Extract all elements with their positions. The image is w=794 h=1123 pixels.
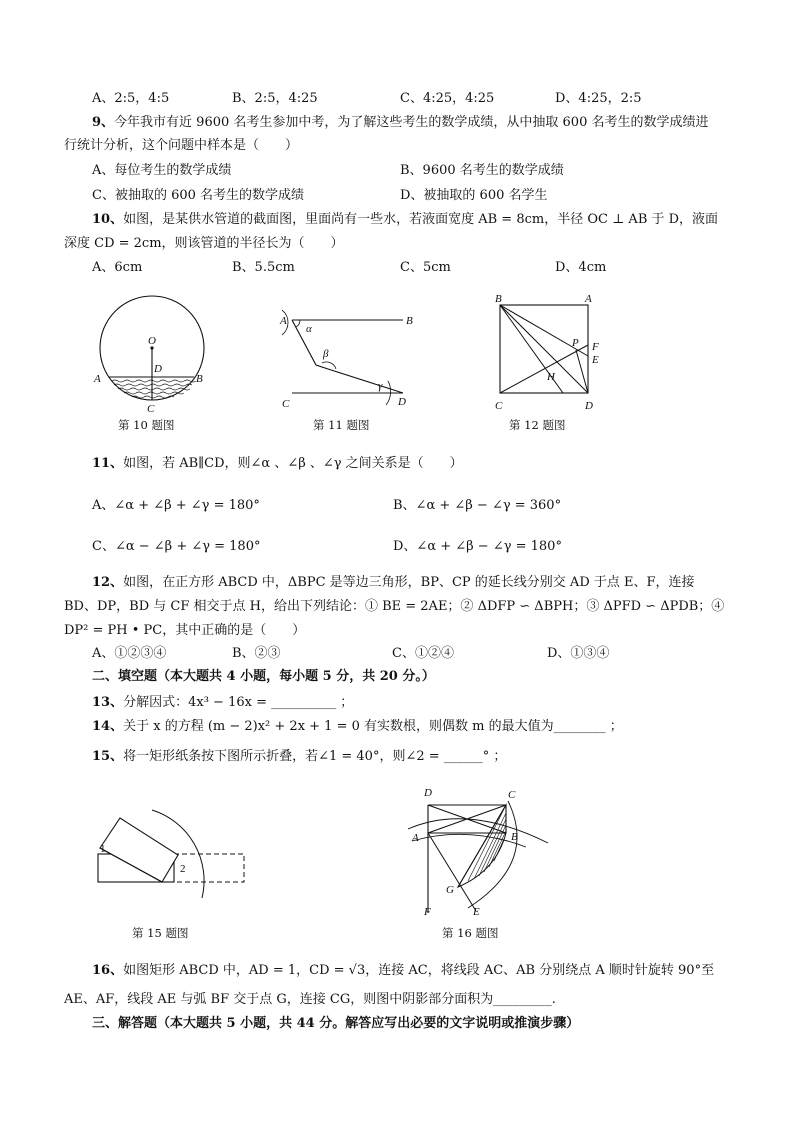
section-3-heading: 三、解答题（本大题共 5 小题，共 44 分。解答应写出必要的文字说明或推演步骤） [92, 1016, 580, 1031]
fig12-label-a: A [585, 293, 592, 305]
fig12-label-b: B [495, 293, 502, 305]
q12-option-b: B、②③ [232, 646, 281, 661]
fig12-label-c: C [495, 400, 503, 412]
fig16-label-a: A [412, 832, 419, 844]
fig11-label-alpha: α [306, 323, 312, 335]
q11-stem [92, 455, 463, 473]
q10-option-d: D、4cm [555, 260, 607, 275]
fig16-arc-bf [408, 819, 548, 843]
fig10-label-d: D [154, 363, 162, 375]
q9-option-d: D、被抽取的 600 名学生 [400, 188, 548, 203]
q9-option-c: C、被抽取的 600 名考生的数学成绩 [92, 188, 305, 203]
fig11-label-c: C [282, 398, 290, 410]
q10-option-a: A、6cm [92, 260, 143, 275]
q11-option-c: C、∠α − ∠β + ∠γ = 180° [92, 539, 261, 554]
fig12-label-h: H [547, 371, 555, 383]
fig16-label-d: D [424, 787, 432, 799]
q11-number: 11、 [92, 456, 124, 471]
q12-stem-2: BD、DP，BD 与 CF 相交于点 H，给出下列结论：① BE = 2AE；② ΔDFP ∽ ΔBPH；③ ΔPFD ∽ ΔPDB；④ [64, 599, 725, 614]
fig15-caption: 第 15 题图 [132, 926, 189, 940]
q9-option-b: B、9600 名考生的数学成绩 [400, 163, 564, 178]
q8-option-a: A、2:5，4:5 [92, 91, 170, 106]
q9-number: 9、 [92, 115, 115, 130]
fig10-label-c: C [147, 403, 155, 415]
fig15-label-1: 1 [100, 843, 106, 855]
fig11-label-beta: β [323, 348, 329, 360]
q13-number: 13、 [92, 695, 124, 710]
q10-number: 10、 [92, 212, 124, 227]
figure-15 [92, 790, 252, 920]
fig12-label-p: P [572, 337, 579, 349]
fig11-label-b: B [406, 315, 413, 327]
q15-text: 将一矩形纸条按下图所示折叠，若∠1 = 40°，则∠2 = ______° ； [123, 749, 507, 764]
fig11-label-a: A [280, 315, 287, 327]
fig10-caption: 第 10 题图 [118, 418, 175, 432]
fig16-arc-lower [412, 834, 526, 847]
q16-number: 16、 [92, 963, 124, 978]
q15-stem [92, 748, 506, 766]
figure-10 [90, 295, 220, 420]
q10-option-c: C、5cm [400, 260, 451, 275]
fig11-caption: 第 11 题图 [313, 418, 370, 432]
q9-stem-1 [92, 114, 708, 132]
fig16-label-b: B [511, 831, 518, 843]
fig16-label-f: F [424, 906, 431, 918]
q10-text-1: 如图，是某供水管道的截面图，里面尚有一些水，若液面宽度 AB = 8cm，半径 OC ⊥ AB 于 D，液面 [123, 212, 719, 227]
fig16-label-c: C [508, 789, 516, 801]
q12-stem-3: DP² = PH • PC，其中正确的是（ ） [64, 623, 306, 638]
q12-stem-1 [92, 574, 695, 592]
q12-text-1: 如图，在正方形 ABCD 中，ΔBPC 是等边三角形，BP、CP 的延长线分别交 AD 于点 E、F，连接 [123, 575, 695, 590]
q11-text: 如图，若 AB∥CD，则∠α 、∠β 、∠γ 之间关系是（ ） [123, 456, 463, 471]
q8-option-d: D、4:25，2:5 [555, 91, 642, 106]
fig12-label-f: F [592, 341, 599, 353]
fig10-water-waves [112, 380, 196, 398]
fig12-line-bp-c [500, 317, 544, 393]
fig10-label-b: B [196, 373, 203, 385]
q11-option-b: B、∠α + ∠β − ∠γ = 360° [393, 498, 562, 513]
q13-stem [92, 694, 353, 712]
q16-stem-1 [92, 962, 714, 980]
fig16-caption: 第 16 题图 [442, 926, 499, 940]
fig11-arc-alpha [296, 320, 300, 327]
fig16-line-ae [428, 833, 476, 911]
q11-option-a: A、∠α + ∠β + ∠γ = 180° [92, 498, 260, 513]
fig10-label-a: A [94, 373, 101, 385]
q8-option-c: C、4:25，4:25 [400, 91, 495, 106]
q16-text-1: 如图矩形 ABCD 中，AD = 1，CD = √3，连接 AC，将线段 AC、AB 分别绕点 A 顺时针旋转 90°至 [123, 963, 715, 978]
fig15-label-2: 2 [180, 863, 186, 875]
fig16-label-g: G [446, 884, 454, 896]
q9-stem-2: 行统计分析，这个问题中样本是（ ） [64, 138, 299, 153]
q13-text: 分解因式：4x³ − 16x = __________ ； [123, 695, 354, 710]
fig12-label-e: E [592, 354, 599, 366]
q12-option-c: C、①②④ [392, 646, 454, 661]
q12-number: 12、 [92, 575, 124, 590]
q14-text: 关于 x 的方程 (m − 2)x² + 2x + 1 = 0 有实数根，则偶数 m 的最大值为________ ； [123, 719, 623, 734]
q9-text-1: 今年我市有近 9600 名考生参加中考，为了解这些考生的数学成绩，从中抽取 600 名考生的数学成绩进 [114, 115, 709, 130]
q12-option-a: A、①②③④ [92, 646, 167, 661]
q11-option-d: D、∠α + ∠β − ∠γ = 180° [393, 539, 562, 554]
q10-option-b: B、5.5cm [232, 260, 295, 275]
figure-12 [485, 288, 615, 414]
fig12-caption: 第 12 题图 [509, 418, 566, 432]
section-2-heading: 二、填空题（本大题共 4 小题，每小题 5 分，共 20 分。） [92, 669, 435, 684]
q14-stem [92, 718, 623, 736]
figure-16 [408, 783, 558, 921]
q10-stem-2: 深度 CD = 2cm，则该管道的半径长为（ ） [64, 236, 344, 251]
q15-number: 15、 [92, 749, 124, 764]
q8-option-b: B、2:5，4:25 [232, 91, 318, 106]
q10-stem-1 [92, 211, 718, 229]
q14-number: 14、 [92, 719, 124, 734]
fig12-label-d: D [585, 400, 593, 412]
q16-stem-2: AE、AF，线段 AE 与弧 BF 交于点 G，连接 CG，则图中阴影部分面积为_________. [64, 992, 556, 1007]
fig11-label-d: D [398, 396, 406, 408]
q9-option-a: A、每位考生的数学成绩 [92, 163, 232, 178]
figure-11 [270, 305, 430, 413]
fig15-folded-part [100, 818, 178, 882]
q12-option-d: D、①③④ [547, 646, 610, 661]
fig12-line-cf [500, 345, 588, 393]
fig12-diagonal-bd [500, 305, 588, 393]
fig11-label-gamma: γ [378, 380, 383, 392]
fig16-label-e: E [473, 906, 480, 918]
fig10-label-o: O [148, 335, 156, 347]
